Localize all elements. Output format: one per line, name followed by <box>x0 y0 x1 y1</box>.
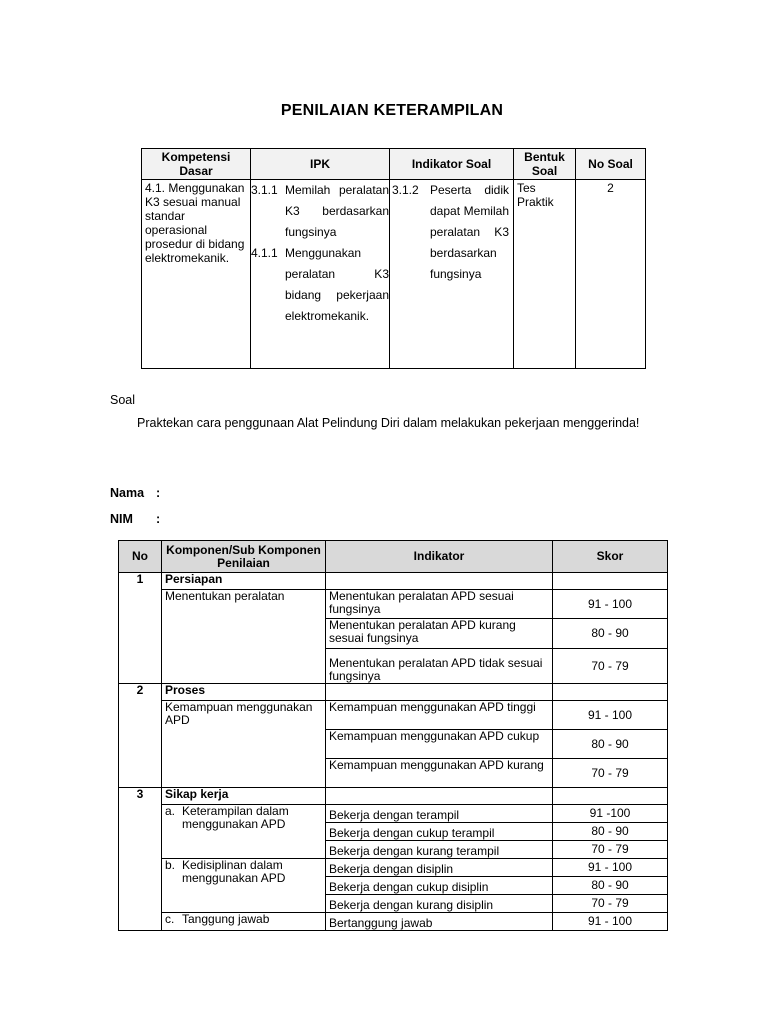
competency-header-row <box>142 149 646 180</box>
skor-cell: 91 - 100 <box>553 913 668 931</box>
header-indikator: Indikator <box>326 541 553 573</box>
section-title: Proses <box>162 684 326 701</box>
indikator-cell: Kemampuan menggunakan APD tinggi <box>326 701 553 730</box>
page-title: PENILAIAN KETERAMPILAN <box>280 102 504 119</box>
competency-table <box>141 148 646 369</box>
ipk-item <box>251 243 389 327</box>
ipk-number: 3.1.1 <box>251 183 278 197</box>
indikator-text: Peserta didik dapat Memilah peralatan K3 berdasarkan fungsinya <box>430 183 509 281</box>
component-text: Keterampilan dalam menggunakan APD <box>182 804 289 831</box>
skor-cell: 91 - 100 <box>553 859 668 877</box>
nim-field <box>110 512 161 526</box>
indikator-cell: Bekerja dengan kurang terampil <box>326 841 553 859</box>
indikator-cell: Bekerja dengan cukup disiplin <box>326 877 553 895</box>
header-no-soal: No Soal <box>576 149 646 180</box>
indikator-number: 3.1.2 <box>392 183 419 197</box>
indikator-cell: Kemampuan menggunakan APD kurang <box>326 759 553 788</box>
table-row <box>119 805 668 823</box>
nim-colon: : <box>156 512 161 526</box>
header-bentuk-soal: Bentuk Soal <box>514 149 576 180</box>
bentuk-soal-cell: Tes Praktik <box>514 180 576 369</box>
indikator-cell: Bekerja dengan kurang disiplin <box>326 895 553 913</box>
component-cell: Kemampuan menggunakan APD <box>162 701 326 788</box>
component-cell <box>162 913 326 931</box>
header-komponen: Komponen/Sub Komponen Penilaian <box>162 541 326 573</box>
skor-cell: 91 - 100 <box>553 590 668 619</box>
soal-text: Praktekan cara penggunaan Alat Pelindung Diri dalam melakukan pekerjaan menggerinda! <box>137 416 640 430</box>
ipk-text: Memilah peralatan K3 berdasarkan fungsinya <box>285 183 389 239</box>
no-soal-cell: 2 <box>576 180 646 369</box>
ipk-item <box>251 180 389 243</box>
component-item <box>165 913 322 926</box>
skor-cell: 80 - 90 <box>553 730 668 759</box>
component-item <box>165 805 322 831</box>
header-skor: Skor <box>553 541 668 573</box>
section-number: 3 <box>119 788 162 931</box>
indikator-cell: Menentukan peralatan APD tidak sesuai fungsinya <box>326 649 553 684</box>
nama-colon: : <box>156 486 161 500</box>
component-text: Tanggung jawab <box>182 912 270 926</box>
nama-field <box>110 486 161 500</box>
indikator-cell: Bekerja dengan disiplin <box>326 859 553 877</box>
ipk-cell <box>251 180 390 369</box>
section-row <box>119 788 668 805</box>
header-no: No <box>119 541 162 573</box>
indikator-cell: Kemampuan menggunakan APD cukup <box>326 730 553 759</box>
header-indikator-soal: Indikator Soal <box>390 149 514 180</box>
section-title: Sikap kerja <box>162 788 326 805</box>
indikator-cell: Bertanggung jawab <box>326 913 553 931</box>
component-cell <box>162 805 326 859</box>
assessment-header-row <box>119 541 668 573</box>
component-item <box>165 859 322 885</box>
empty-cell <box>553 788 668 805</box>
empty-cell <box>553 684 668 701</box>
section-number: 1 <box>119 573 162 684</box>
component-cell <box>162 859 326 913</box>
competency-row <box>142 180 646 369</box>
indikator-cell: Menentukan peralatan APD kurang sesuai fungsinya <box>326 619 553 649</box>
skor-cell: 70 - 79 <box>553 841 668 859</box>
skor-cell: 80 - 90 <box>553 823 668 841</box>
table-row <box>119 913 668 931</box>
empty-cell <box>326 684 553 701</box>
table-row <box>119 701 668 730</box>
empty-cell <box>553 573 668 590</box>
header-ipk: IPK <box>251 149 390 180</box>
indikator-cell: Menentukan peralatan APD sesuai fungsinya <box>326 590 553 619</box>
nama-label: Nama <box>110 486 145 500</box>
nim-label: NIM <box>110 512 133 526</box>
skor-cell: 91 - 100 <box>553 701 668 730</box>
skor-cell: 91 -100 <box>553 805 668 823</box>
component-letter: b. <box>165 858 176 872</box>
assessment-table <box>118 540 668 931</box>
section-number: 2 <box>119 684 162 788</box>
indikator-item <box>392 180 509 285</box>
indikator-soal-cell <box>390 180 514 369</box>
component-cell: Menentukan peralatan <box>162 590 326 684</box>
skor-cell: 80 - 90 <box>553 619 668 649</box>
empty-cell <box>326 788 553 805</box>
skor-cell: 70 - 79 <box>553 649 668 684</box>
ipk-text: Menggunakan peralatan K3 bidang pekerjaan elektromekanik. <box>285 246 389 323</box>
header-kompetensi-dasar: Kompetensi Dasar <box>142 149 251 180</box>
component-text: Kedisiplinan dalam menggunakan APD <box>182 858 286 885</box>
skor-cell: 70 - 79 <box>553 895 668 913</box>
ipk-number: 4.1.1 <box>251 246 278 260</box>
component-letter: c. <box>165 912 175 926</box>
empty-cell <box>326 573 553 590</box>
indikator-cell: Bekerja dengan terampil <box>326 805 553 823</box>
section-title: Persiapan <box>162 573 326 590</box>
soal-label: Soal <box>110 393 136 407</box>
section-row <box>119 684 668 701</box>
table-row <box>119 590 668 619</box>
component-letter: a. <box>165 804 176 818</box>
table-row <box>119 859 668 877</box>
indikator-cell: Bekerja dengan cukup terampil <box>326 823 553 841</box>
skor-cell: 70 - 79 <box>553 759 668 788</box>
kompetensi-dasar-cell: 4.1. Menggunakan K3 sesuai manual standar operasional prosedur di bidang elektromekanik. <box>142 180 251 369</box>
skor-cell: 80 - 90 <box>553 877 668 895</box>
section-row <box>119 573 668 590</box>
